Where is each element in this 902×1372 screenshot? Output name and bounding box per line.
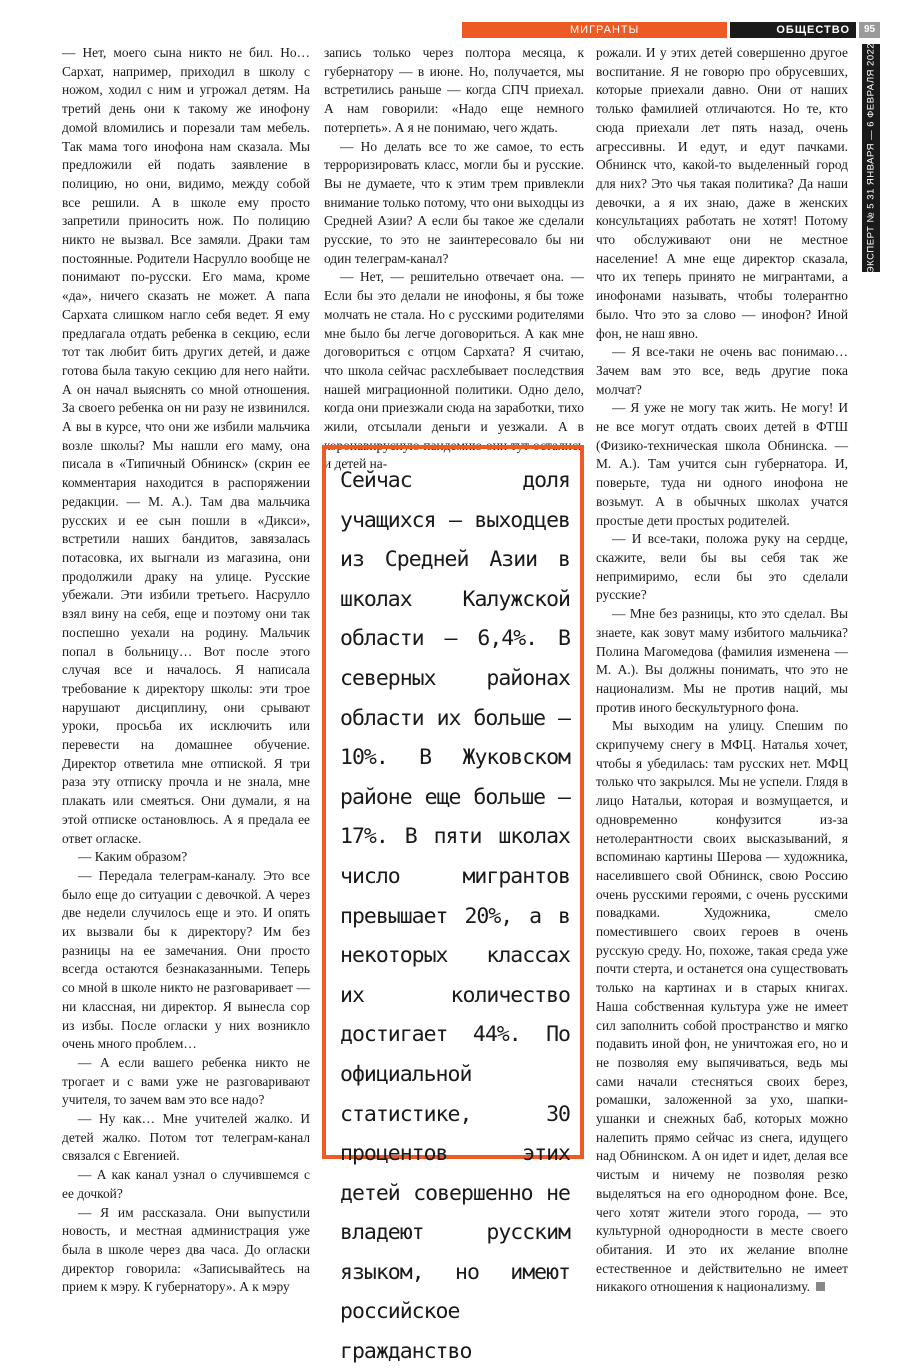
paragraph: — Я им рассказала. Они выпустили новость, и местная администрация уже была в школе через два часа. До огласки директор говорила: «Записывайтесь на прием к мэру. К губернатору». А к мэру bbox=[62, 1204, 310, 1295]
paragraph: — Каким образом? bbox=[78, 849, 188, 865]
end-of-article-mark bbox=[816, 1282, 825, 1291]
paragraph-text: Мы выходим на улицу. Спешим по скрипучему снегу в МФЦ. Наталья хочет, чтобы я убедилась: там русских нет. МФЦ только что закрылся. Мы не успели. Глядя в лицо Натальи, которая и возмущается, и одновременно конфузится из-за нетолерантности своих высказываний, я вспоминаю картины Шерова — художника, населившего свой Обнинск, свою Россию очень русскими героями, с очень русскими повадками. Художника, смело поместившего своих героев в очень русскую среду. Но, похоже, такая среда уже почти стерта, и останется она существовать только на картинах и в старых книгах. Наша собственная культура уже не имеет сил заполнить собой пространство и мягко подавить иной фон, не уничтожая его, но и не позволяя ему выпячиваться, ведь мы сами начали стесняться своих берез, ромашки, заложенной за ухо, шапки-ушанки и снежных баб, которых можно налепить прямо сейчас из снега, идущего над Обнинском. А он идет и идет, делая все чистым и ничему не позволяя резко выделяться на его однородном фоне. Все, чего хотят жители этого города, — это культурной однородности в месте своего обитания. И это их желание вполне естественное и действительно не имеет никакого отношения к национализму. bbox=[596, 718, 848, 1295]
statistics-callout bbox=[322, 445, 584, 1365]
paragraph: — Я уже не могу так жить. Не могу! И не все могут отдать своих детей в ФТШ (Физико-техническая школа Обнинска. — М. А.). Там учится сын губернатора. И, поверьте, туда ни одного инофона не возьмут. А в обычных школах учатся простые дети простых родителей. bbox=[596, 400, 848, 528]
article-column-1 bbox=[62, 44, 310, 1297]
paragraph: — А как канал узнал о случившемся с ее дочкой? bbox=[62, 1167, 310, 1201]
section-label: ОБЩЕСТВО bbox=[730, 22, 856, 38]
paragraph: — Мне без разницы, кто это сделал. Вы знаете, как зовут маму избитого мальчика? Полина Магомедова (фамилия изменена — М. А.). Вы должны понимать, что это не национализм. Мы не против наций, мы против иного бескультурного фона. bbox=[596, 606, 848, 715]
paragraph: — И все-таки, положа руку на сердце, скажите, вели бы вы себя так же непримиримо, если бы это сделали русские? bbox=[596, 531, 848, 603]
article-column-2 bbox=[324, 44, 584, 474]
paragraph: — Я все-таки не очень вас понимаю… Зачем вам это все, ведь другие пока молчат? bbox=[596, 344, 848, 397]
paragraph: — А если вашего ребенка никто не трогает и с вами уже не разговаривают учителя, то зачем вам это все надо? bbox=[62, 1054, 310, 1108]
rubric-label: МИГРАНТЫ bbox=[462, 22, 727, 38]
issue-info: ЭКСПЕРТ № 5 31 ЯНВАРЯ — 6 ФЕВРАЛЯ 2022 bbox=[865, 42, 877, 274]
issue-info-strip bbox=[862, 44, 880, 272]
paragraph: — Передала телеграм-каналу. Это все было еще до ситуации с девочкой. А через две недели случилось еще и это. И опять их вызвали бы к директору? Им без разницы на ее замечания. Они просто всегда остаются безнаказанными. Теперь со мной в школе никто не разговаривает — ни классная, ни директор. Я вынесла сор из избы. После огласки у них возникло очень много проблем… bbox=[62, 867, 310, 1052]
paragraph: — Нет, — решительно отвечает она. — Если бы это делали не инофоны, я бы тоже молчать не стала. Но с русскими родителями мне было бы легче договориться. А как мне договориться с отцом Сархата? Я считаю, что школа сейчас расхлебывает последствия нашей миграционной политики. Одно дело, когда они приезжали сюда на заработки, тихо жили, отсылали деньги и уезжали. А в коронавирусную пандемию они тут остались и детей на- bbox=[324, 269, 584, 472]
page-number: 95 bbox=[859, 22, 880, 38]
callout-text: Сейчас доля учащихся — выходцев из Средней Азии в школах Калужской области — 6,4%. В северных районах области их больше — 10%. В Жуковском районе еще больше — 17%. В пяти школах число мигрантов превышает 20%, а в некоторых классах их количество достигает 44%. По официальной статистике, 30 процентов этих детей совершенно не владеют русским языком, но имеют российское гражданство bbox=[340, 468, 570, 1365]
paragraph: — Нет, моего сына никто не бил. Но… Сархат, например, приходил в школу с ножом, ходил с ним и угрожал детям. На третий день они к такому же инофону домой вломились и порезали там мебель. Так мама того инофона нам сказала. Мы предложили ей подать заявление в полицию, но они, видимо, между собой все решили. А в школе ему просто запретили приносить нож. По полицию никто не вызвал. Все замяли. Драки там постоянные. Родители Насрулло вообще не понимают по-русски. Его мама, кроме «да», ничего сказать не может. А папа Сархата слишком нагло себя ведет. Я ему предлагала отдать ребенка в секцию, если тот так любит бить других детей, и даже готова была такую секцию для него найти. А он начал выяснять со мной отношения. За своего ребенка он ни разу не извинился. А вы в курсе, что они же избили мальчика возле школы? Мы нашли его маму, она писала в «Типичный Обнинск» (скрин ее комментария находится в распоряжении редакции. — М. А.). Там два мальчика русских и ее сын пошли в «Дикси», встретили наших бандитов, завязалась потасовка, их выгнали из магазина, они продолжили драку на улице. Русские убежали. Эти избили третьего. Насрулло взял вину на себя, еще и поэтому они так поспешно уехали на родину. Мальчик попал в больницу… Вот после этого случая все и началось. Я написала требование к директору школы: эти трое нарушают дисциплину, они срывают уроки, просьба их исключить или перевести на домашнее обучение. Директор ответила мне отпиской. Я три раза эту отписку прочла и не знала, мне плакать или смеяться. Они думали, я на этой отписке остановлюсь. А я предала ее ответ огласке. bbox=[62, 45, 310, 846]
last-paragraph bbox=[596, 717, 848, 1297]
paragraph: запись только через полтора месяца, к губернатору — в июне. Но, получается, мы встретились раньше — когда СПЧ приехал. А нам говорили: «Надо еще немного потерпеть». А я не понимаю, чего ждать. bbox=[324, 45, 584, 135]
paragraph: — Ну как… Мне учителей жалко. И детей жалко. Потом тот телеграм-канал связался с Евгенией. bbox=[62, 1111, 310, 1164]
article-column-3 bbox=[596, 44, 848, 1297]
paragraph: — Но делать все то же самое, то есть терроризировать класс, могли бы и русские. Вы не думаете, что к этим трем привлекли внимание только потому, что они выходцы из Средней Азии? А если бы такое же сделали русские, то это не заинтересовало бы ни один телеграм-канал? bbox=[324, 138, 584, 266]
page-header bbox=[462, 22, 880, 38]
paragraph: рожали. И у этих детей совершенно другое воспитание. Я не говорю про обрусевших, которые приехали давно. Они от наших только фамилией отличаются. Но те, кто сюда приехали лет пять назад, очень агрессивны. И едут, и едут пачками. Обнинск что, какой-то выделенный город для них? Это чья такая политика? Да наши девочки, а я их знаю, даже в женских консультациях работать не хотят! Потому что обслуживают они не местное население! А мне еще директор сказала, что их теперь принято не мигрантами, а инофонами называть, чтобы толерантно было. Что это за слово — инофон? Иной фон, не наш явно. bbox=[596, 45, 848, 341]
